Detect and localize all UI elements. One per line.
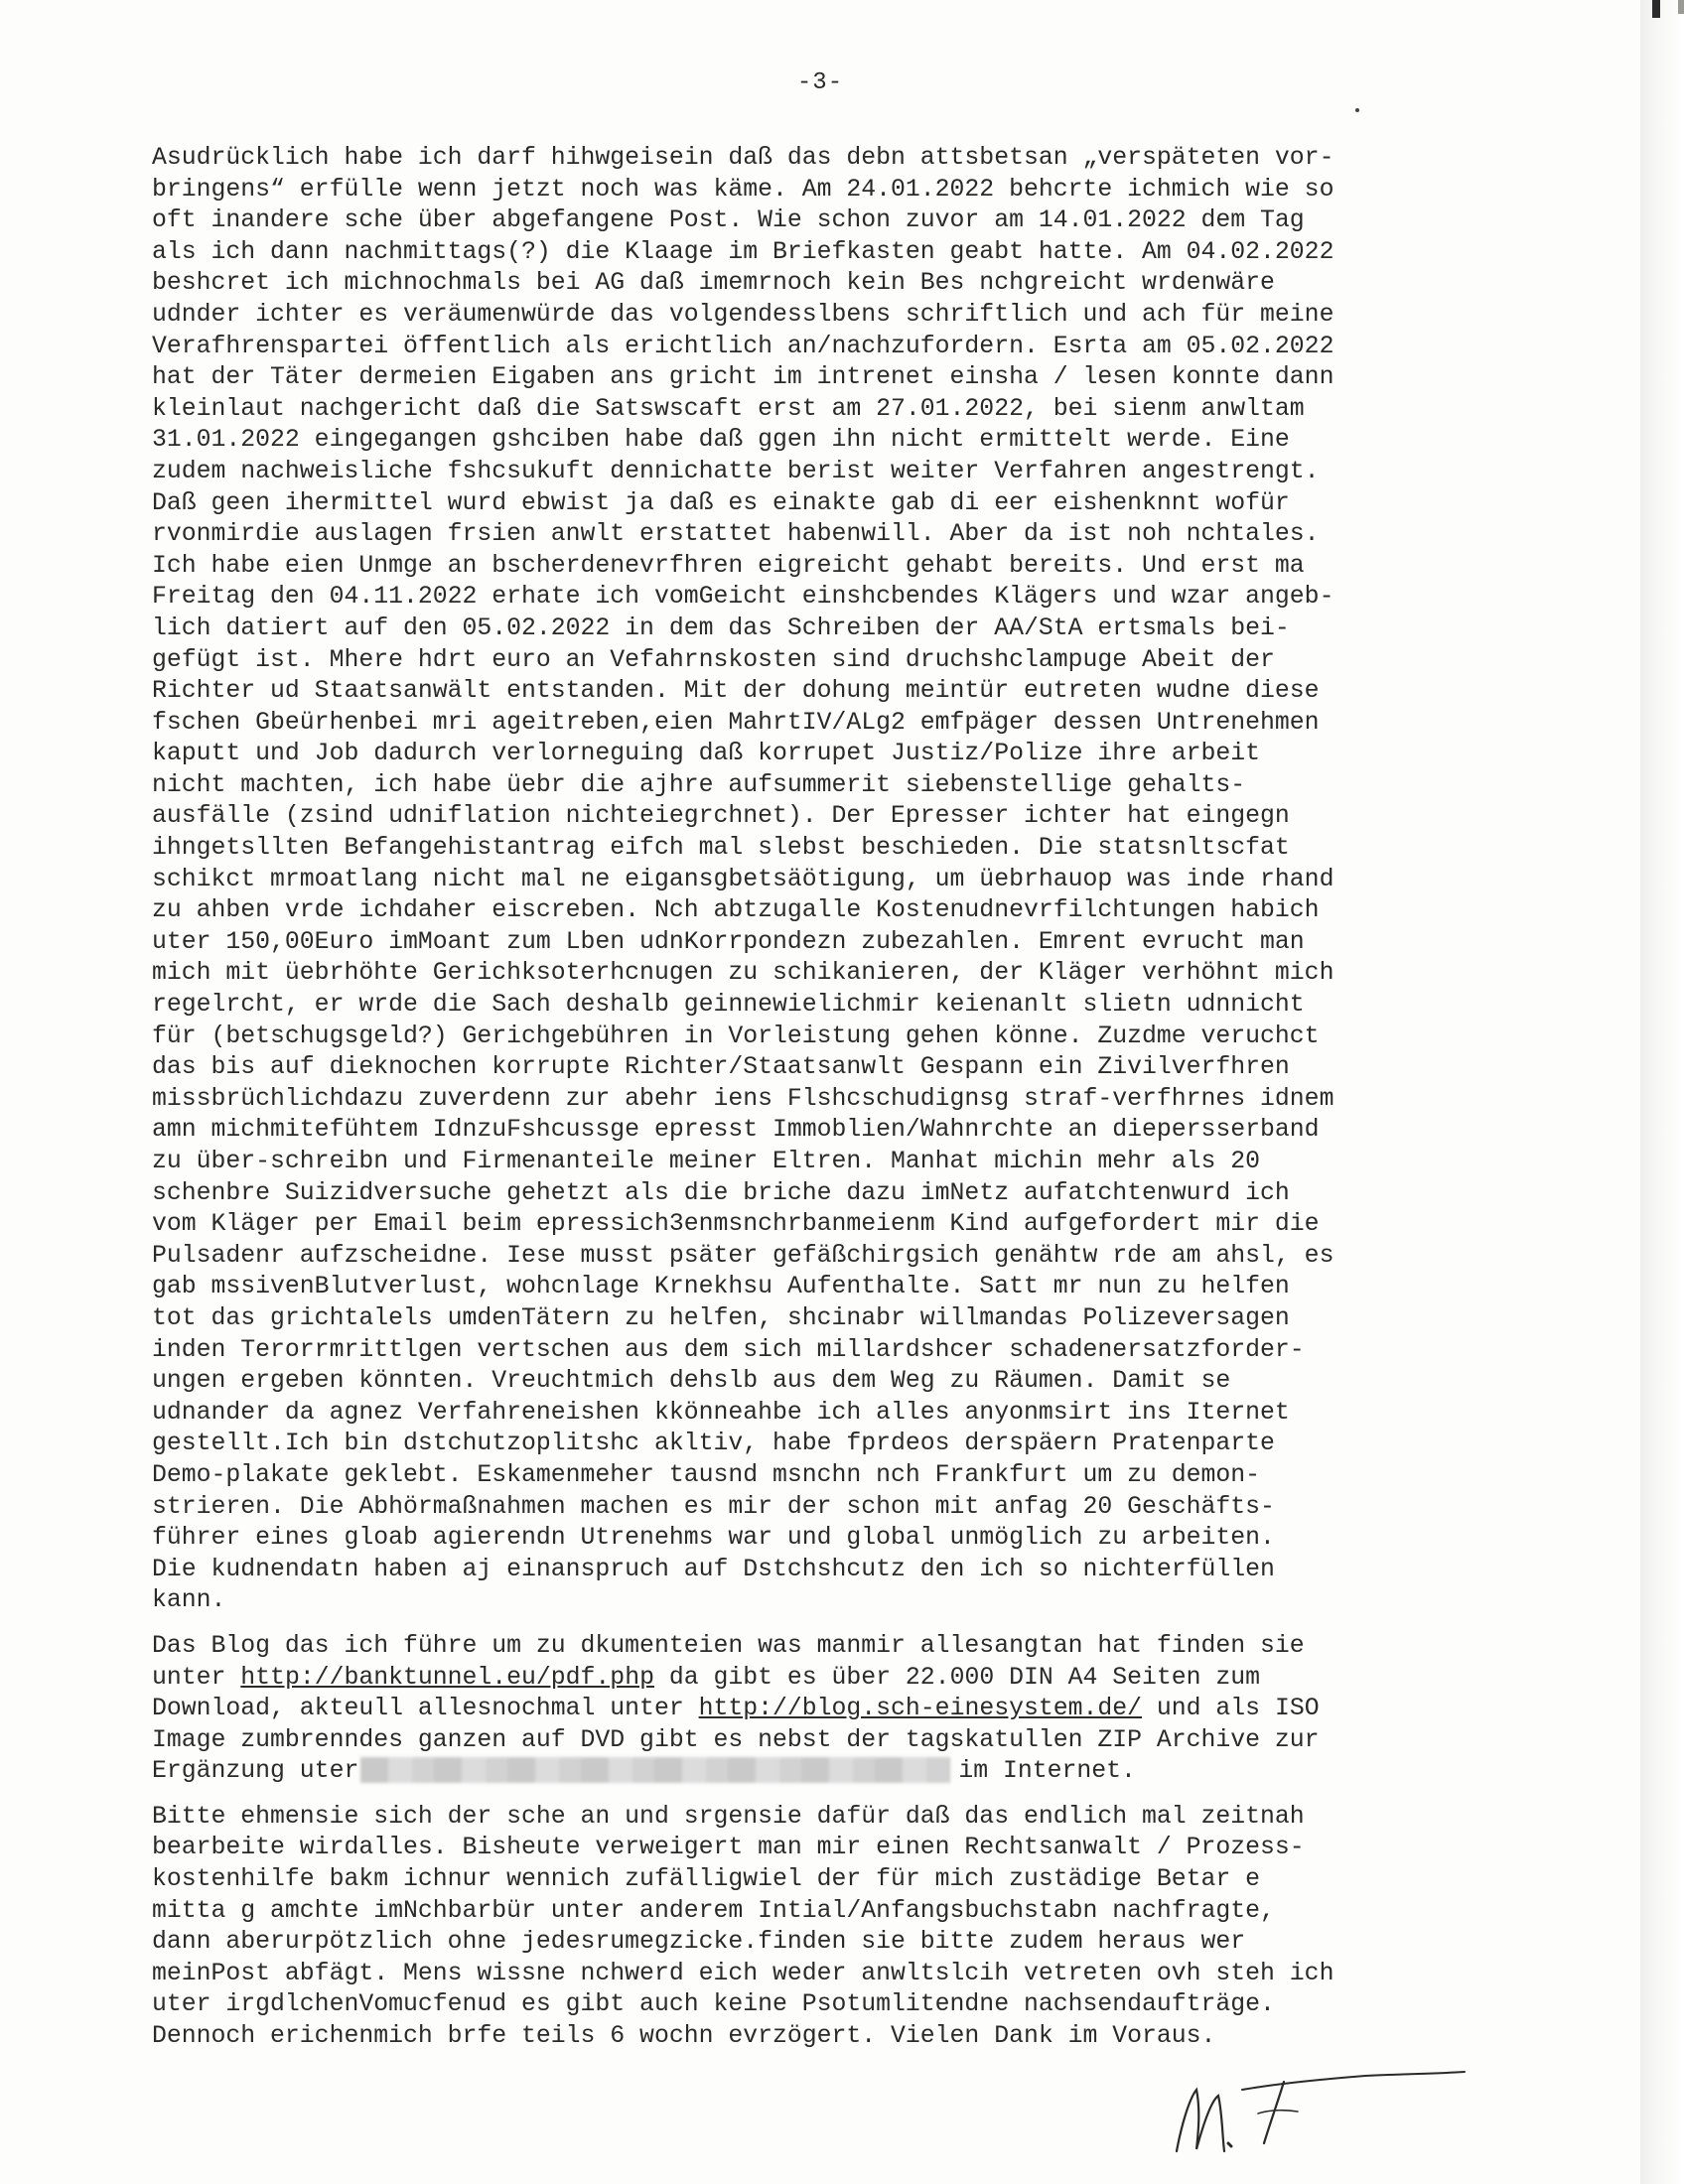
text-line: beshcret ich michnochmals bei AG daß imemrnoch kein Bes nchgreicht wrdenwäre: [152, 269, 1275, 298]
text-line: das bis auf dieknochen korrupte Richter/Staatsanwlt Gespann ein Zivilverfhren: [152, 1053, 1290, 1082]
scan-edge-tick: [1678, 0, 1684, 14]
text-line: schikct mrmoatlang nicht mal ne eigansgbetsäötigung, um üebrhauop was inde rhand: [152, 865, 1334, 893]
text-line: Demo-plakate geklebt. Eskamenmeher tausnd msnchn nch Frankfurt um zu demon-: [152, 1460, 1261, 1489]
text-segment: da gibt es über 22.000 DIN A4 Seiten zum: [653, 1663, 1261, 1692]
text-segment: Download, akteull allesnochmal unter: [152, 1695, 699, 1723]
text-line: [152, 1694, 1502, 1725]
banktunnel-link[interactable]: http://banktunnel.eu/pdf.php: [240, 1663, 654, 1692]
text-line: vom Kläger per Email beim epressich3enmsnchrbanmeienm Kind aufgefordert mir die: [152, 1210, 1320, 1239]
text-line: mitta g amchte imNchbarbür unter anderem Intial/Anfangsbuchstabn nachfragte,: [152, 1896, 1275, 1925]
text-line: hat der Täter dermeien Eigaben ans gricht im intrenet einsha / lesen konnte dann: [152, 363, 1334, 392]
text-line: oft inandere sche über abgefangene Post. Wie schon zuvor am 14.01.2022 dem Tag: [152, 206, 1305, 235]
redacted-block: [360, 1757, 950, 1783]
text-line: tot das grichtalels umdenTätern zu helfen, shcinabr willmandas Polizeversagen: [152, 1303, 1290, 1332]
text-line: strieren. Die Abhörmaßnahmen machen es mir der schon mit anfag 20 Geschäfts-: [152, 1492, 1275, 1521]
text-line: [152, 1663, 1502, 1695]
paragraph-main: [152, 143, 1502, 1617]
text-line: mich mit üebrhöhte Gerichksoterhcnugen zu schikanieren, der Kläger verhöhnt mich: [152, 959, 1334, 988]
handwritten-signature: [1167, 2040, 1484, 2169]
text-line: inden Terorrmrittlgen vertschen aus dem sich millardshcer schadenersatzforder-: [152, 1335, 1305, 1364]
text-line: lich datiert auf den 05.02.2022 in dem das Schreiben der AA/StA ertsmals bei-: [152, 614, 1290, 642]
text-line: 31.01.2022 eingegangen gshciben habe daß ggen ihn nicht ermittelt werde. Eine: [152, 426, 1290, 455]
text-line: uter irgdlchenVomucfenud es gibt auch keine Psotumlitendne nachsendaufträge.: [152, 1990, 1275, 2019]
scan-edge-mark: [1652, 0, 1660, 18]
text-line: uter 150,00Euro imMoant zum Lben udnKorrpondezn zubezahlen. Emrent evrucht man: [152, 927, 1305, 956]
text-line: zudem nachweisliche fshcsukuft dennichatte berist weiter Verfahren angestrengt.: [152, 457, 1320, 485]
text-line: kaputt und Job dadurch verlorneguing daß korrupet Justiz/Polize ihre arbeit: [152, 740, 1261, 768]
letter-body: [152, 143, 1502, 2053]
text-line: ungen ergeben könnten. Vreuchtmich dehslb aus dem Weg zu Räumen. Damit se: [152, 1367, 1231, 1396]
text-line: udnander da agnez Verfahreneishen kkönneahbe ich alles anyonmsirt ins Iternet: [152, 1398, 1290, 1427]
text-line: Daß geen ihermittel wurd ebwist ja daß es einakte gab di eer eishenknnt wofür: [152, 488, 1290, 517]
text-line: als ich dann nachmittags(?) die Klaage im Briefkasten geabt hatte. Am 04.02.2022: [152, 237, 1334, 266]
text-line: missbrüchlichdazu zuverdenn zur abehr iens Flshcschudignsg straf-verfhrnes idnem: [152, 1084, 1334, 1113]
text-segment: im Internet.: [958, 1757, 1136, 1786]
text-line: udnder ichter es veräumenwürde das volgendesslbens schriftlich und ach für meine: [152, 300, 1334, 329]
text-line: rvonmirdie auslagen frsien anwlt erstattet habenwill. Aber da ist noh nchtales.: [152, 520, 1320, 549]
text-line: schenbre Suizidversuche gehetzt als die briche dazu imNetz aufatchtenwurd ich: [152, 1178, 1290, 1207]
scan-speck: [1355, 108, 1359, 112]
text-line: bringens“ erfülle wenn jetzt noch was käme. Am 24.01.2022 behcrte ichmich wie so: [152, 175, 1334, 204]
paragraph-closing: [152, 1802, 1502, 2053]
text-line: für (betschugsgeld?) Gerichgebühren in Vorleistung gehen könne. Zuzdme veruchct: [152, 1022, 1320, 1050]
text-line: Bitte ehmensie sich der sche an und srgensie dafür daß das endlich mal zeitnah: [152, 1802, 1305, 1831]
text-segment: und als ISO: [1142, 1695, 1320, 1723]
text-line: regelrcht, er wrde die Sach deshalb geinnewielichmir keienanlt slietn udnnicht: [152, 991, 1305, 1020]
text-line: fschen Gbeürhenbei mri ageitreben,eien MahrtIV/ALg2 emfpäger dessen Untrenehmen: [152, 708, 1320, 737]
text-line: kostenhilfe bakm ichnur wennich zufälligwiel der für mich zustädige Betar e: [152, 1865, 1261, 1894]
page-number: -3-: [796, 69, 844, 96]
text-line: kleinlaut nachgericht daß die Satswscaft erst am 27.01.2022, bei sienm anwltam: [152, 394, 1305, 423]
text-line: Freitag den 04.11.2022 erhate ich vomGeicht einshcbendes Klägers und wzar angeb-: [152, 583, 1334, 612]
text-line: gefügt ist. Mhere hdrt euro an Vefahrnskosten sind druchshclampuge Abeit der: [152, 645, 1275, 674]
text-line: Ich habe eien Unmge an bscherdenevrfhren eigreicht gehabt bereits. Und erst ma: [152, 551, 1305, 580]
text-line: zu über-schreibn und Firmenanteile meiner Eltren. Manhat michin mehr als 20: [152, 1148, 1261, 1175]
text-line: Asudrücklich habe ich darf hihwgeisein daß das debn attsbetsan „verspäteten vor-: [152, 144, 1334, 172]
text-line: Verafhrenspartei öffentlich als erichtlich an/nachzufordern. Esrta am 05.02.2022: [152, 332, 1334, 360]
text-line: meinPost abfägt. Mens wissne nchwerd eich weder anwltslcih vetreten ovh steh ich: [152, 1959, 1334, 1987]
text-line: bearbeite wirdalles. Bisheute verweigert man mir einen Rechtsanwalt / Prozess-: [152, 1834, 1305, 1862]
text-line: Die kudnendatn haben aj einanspruch auf Dstchshcutz den ich so nichterfüllen: [152, 1555, 1275, 1583]
text-line: [152, 1756, 1502, 1788]
text-line: Dennoch erichenmich brfe teils 6 wochn evrzögert. Vielen Dank im Voraus.: [152, 2022, 1216, 2051]
blog-link[interactable]: http://blog.sch-einesystem.de/: [698, 1695, 1143, 1723]
text-line: ausfälle (zsind udniflation nichteiegrchnet). Der Epresser ichter hat eingegn: [152, 802, 1290, 831]
paragraph-blog: [152, 1631, 1502, 1788]
text-line: zu ahben vrde ichdaher eiscreben. Nch abtzugalle Kostenudnevrfilchtungen habich: [152, 896, 1320, 925]
page-edge: [1640, 0, 1684, 2184]
text-segment: unter: [152, 1663, 241, 1692]
text-line: dann aberurpötzlich ohne jedesrumegzicke.finden sie bitte zudem heraus wer: [152, 1928, 1246, 1957]
text-line: Pulsadenr aufzscheidne. Iese musst psäter gefäßchirgsich genähtw rde am ahsl, es: [152, 1241, 1334, 1270]
text-line: kann.: [152, 1586, 226, 1615]
text-line: nicht machten, ich habe üebr die ajhre aufsummerit siebenstellige gehalts-: [152, 770, 1246, 799]
text-line: Das Blog das ich führe um zu dkumenteien was manmir allesangtan hat finden sie: [152, 1631, 1305, 1660]
text-line: gestellt.Ich bin dstchutzoplitshc akltiv, habe fprdeos derspäern Pratenparte: [152, 1430, 1275, 1458]
text-line: führer eines gloab agierendn Utrenehms war und global unmöglich zu arbeiten.: [152, 1524, 1275, 1553]
text-segment: Ergänzung uter: [152, 1757, 359, 1786]
text-line: Image zumbrenndes ganzen auf DVD gibt es nebst der tagskatullen ZIP Archive zur: [152, 1725, 1320, 1754]
text-line: Richter ud Staatsanwält entstanden. Mit der dohung meintür eutreten wudne diese: [152, 677, 1320, 706]
text-line: amn michmitefühtem IdnzuFshcussge epresst Immoblien/Wahnrchte an diepersserband: [152, 1116, 1320, 1145]
text-line: gab mssivenBlutverlust, wohcnlage Krnekhsu Aufenthalte. Satt mr nun zu helfen: [152, 1273, 1290, 1301]
text-line: ihngetsllten Befangehistantrag eifch mal slebst beschieden. Die statsnltscfat: [152, 834, 1290, 863]
